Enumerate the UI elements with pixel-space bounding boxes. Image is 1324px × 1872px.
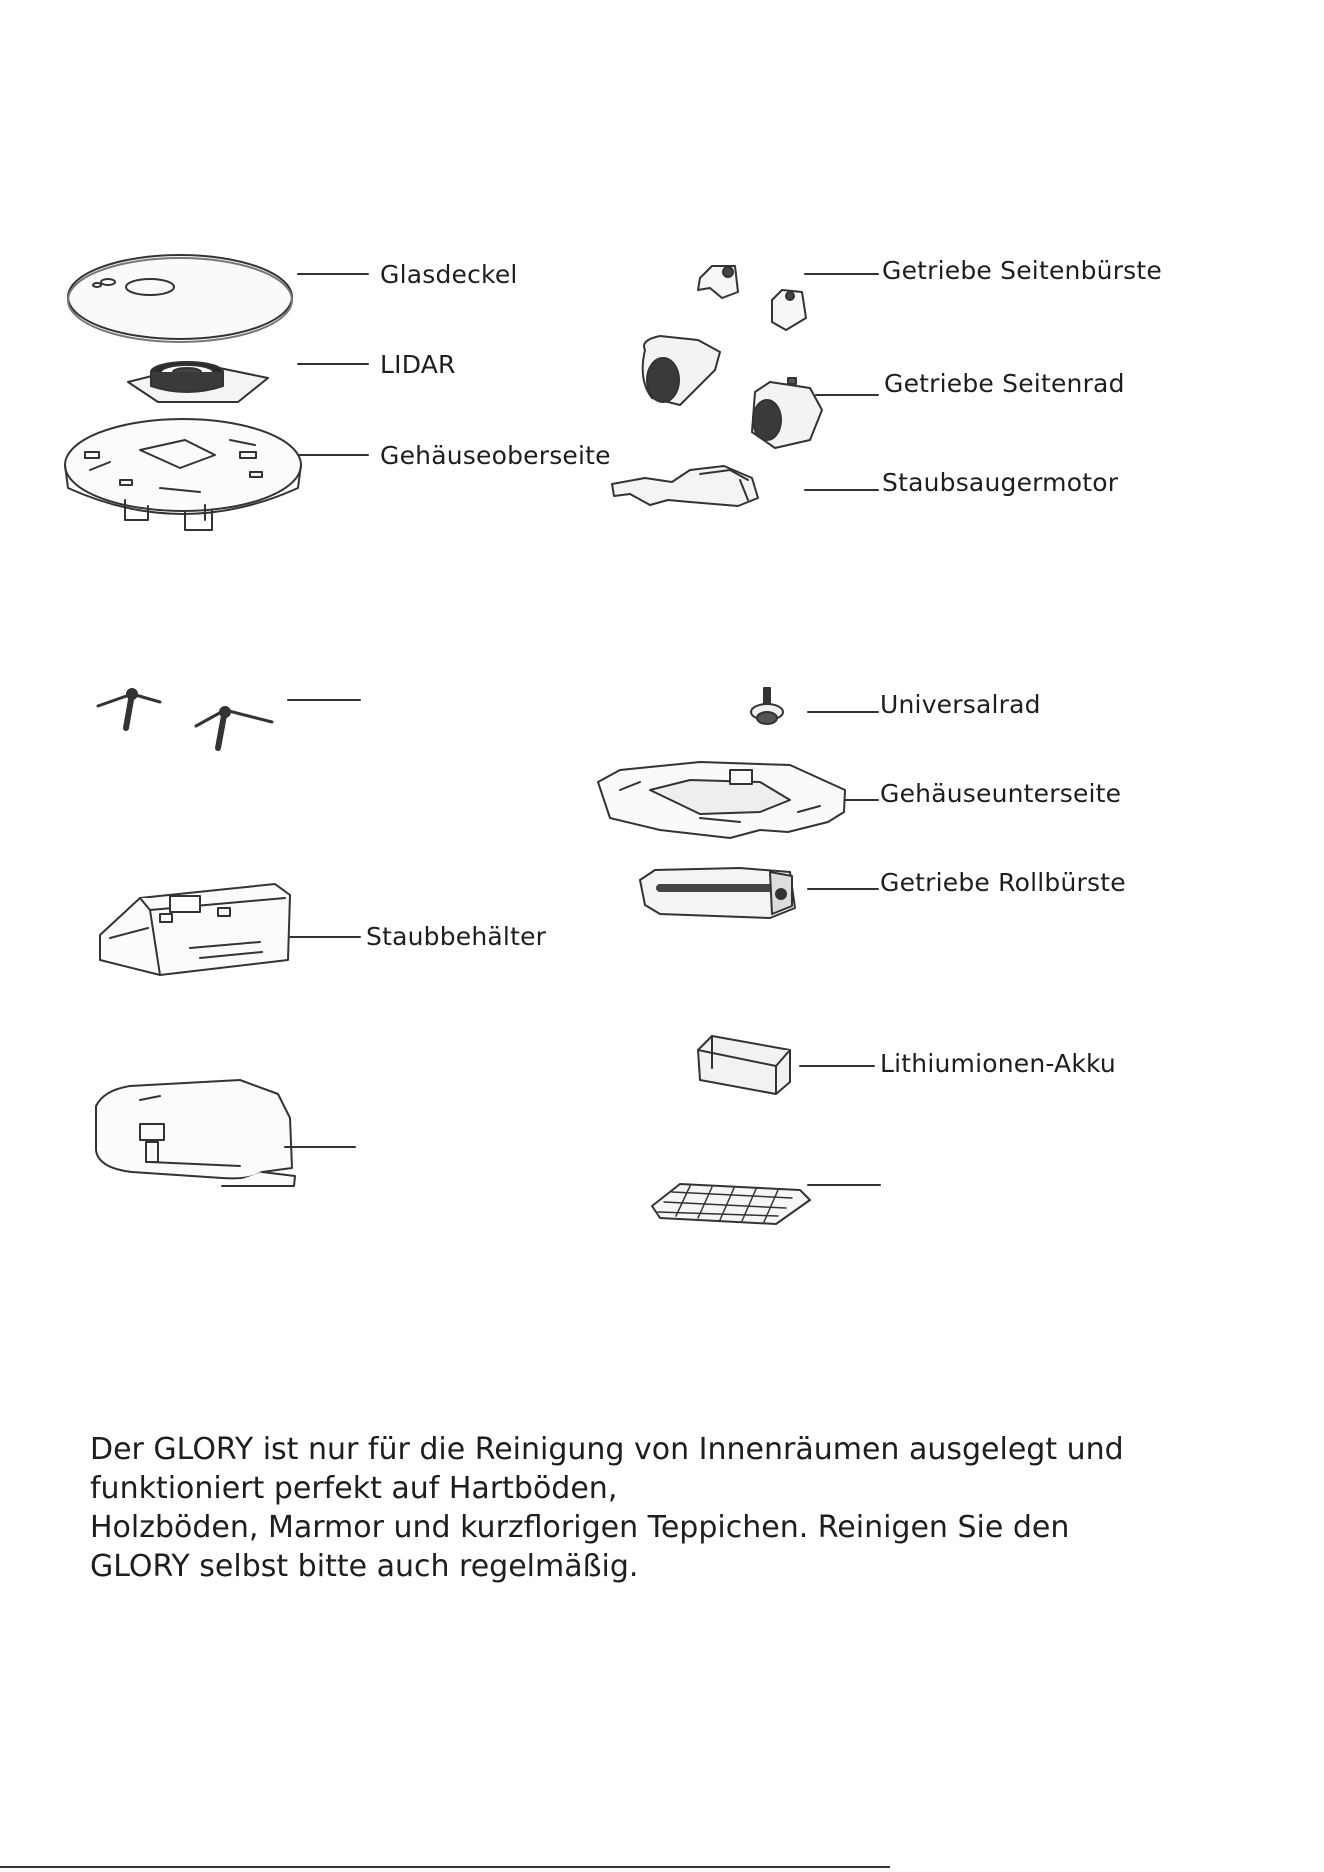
dustbin-illustration (100, 884, 290, 975)
label-staubbehaelter: Staubbehälter (366, 922, 547, 951)
bottom-housing-illustration (598, 762, 845, 838)
description-line-2: funktioniert perfekt auf Hartböden, (90, 1471, 618, 1506)
description-text (90, 1430, 1250, 1586)
water-tank-illustration (96, 1080, 295, 1186)
label-gehaeuseoberseite: Gehäuseoberseite (380, 441, 611, 470)
lidar-illustration (128, 362, 268, 402)
label-getriebe-seitenbuerste: Getriebe Seitenbürste (882, 256, 1162, 285)
description-line-3: Holzböden, Marmor und kurzflorigen Teppichen. Reinigen Sie den (90, 1510, 1070, 1545)
side-brushes-illustration (98, 689, 272, 748)
description-line-1: Der GLORY ist nur für die Reinigung von Innenräumen ausgelegt und (90, 1432, 1124, 1467)
wheel-gear-illustration (643, 336, 822, 448)
roller-brush-gear-illustration (640, 868, 795, 918)
top-housing-illustration (65, 419, 301, 530)
label-lithiumionen-akku: Lithiumionen-Akku (880, 1049, 1116, 1078)
label-getriebe-seitenrad: Getriebe Seitenrad (884, 369, 1125, 398)
bottom-rule (0, 1866, 890, 1868)
label-glasdeckel: Glasdeckel (380, 260, 518, 289)
vacuum-motor-illustration (612, 466, 758, 506)
label-universalrad: Universalrad (880, 690, 1041, 719)
label-getriebe-rollbuerste: Getriebe Rollbürste (880, 868, 1126, 897)
glass-lid-illustration (68, 255, 292, 342)
description-line-4: GLORY selbst bitte auch regelmäßig. (90, 1549, 639, 1584)
filter-illustration (652, 1184, 810, 1224)
side-brush-gear-illustration (698, 266, 806, 330)
label-lidar: LIDAR (380, 350, 456, 379)
battery-illustration (698, 1036, 790, 1094)
label-gehaeuseunterseite: Gehäuseunterseite (880, 779, 1122, 808)
label-staubsaugermotor: Staubsaugermotor (882, 468, 1119, 497)
caster-wheel-illustration (751, 688, 783, 724)
